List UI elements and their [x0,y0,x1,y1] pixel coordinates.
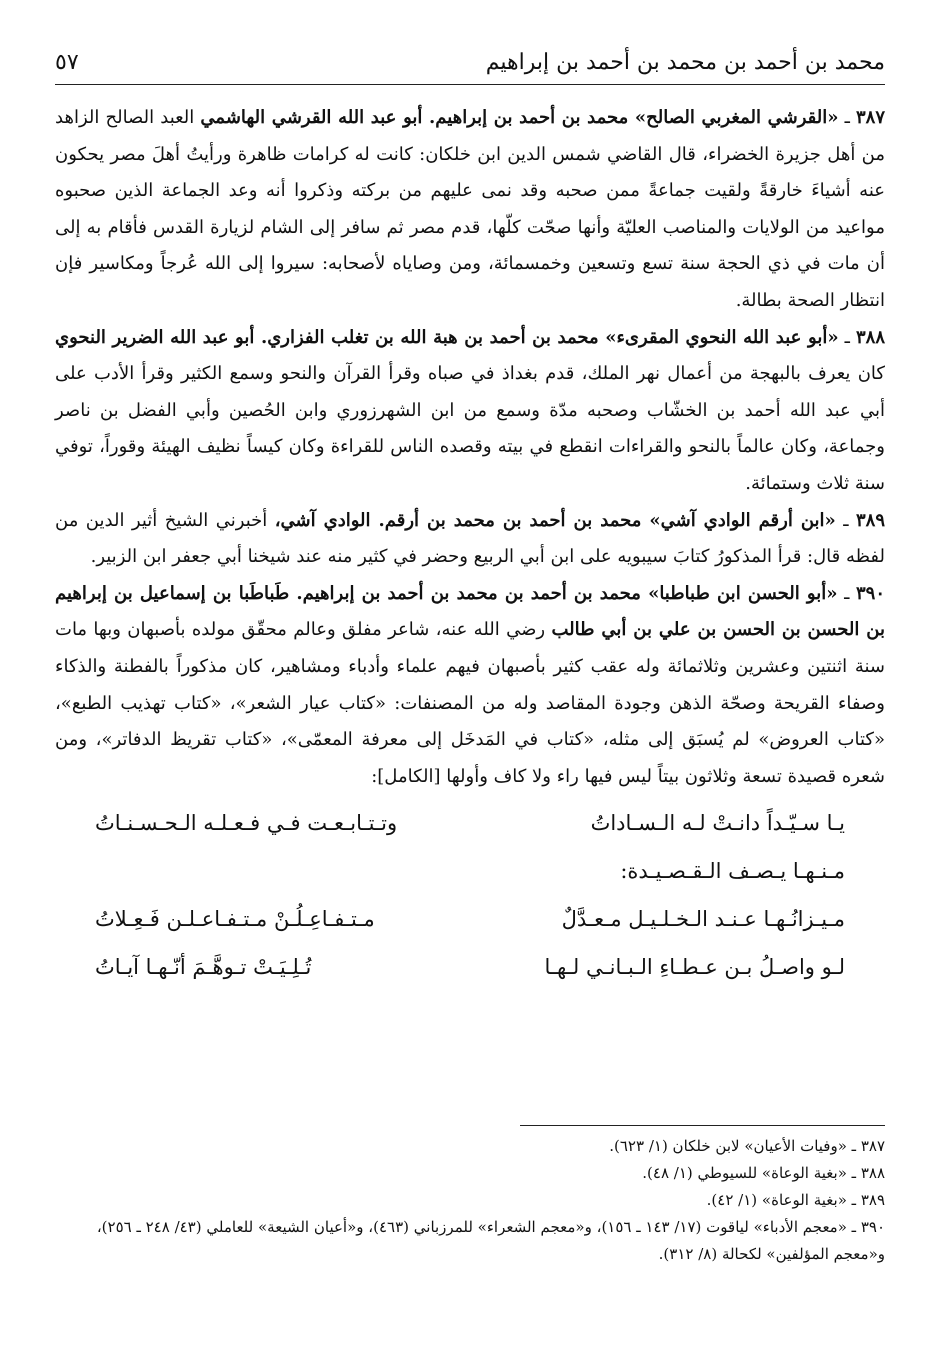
poem-hemistich: تُـلِـيَـتْ تـوهَّـمَ أنّـهـا آيـاتُ [95,955,312,980]
entry-dash: ـ [835,509,856,531]
entry-dash: ـ [838,326,856,348]
entry-number: ٣٨٨ [855,326,885,348]
footnote: ٣٩٠ ـ «معجم الأدباء» لياقوت (١٧/ ١٤٣ ـ ١٥٦)، و«معجم الشعراء» للمرزباني (٤٦٣)، و«أعيان الشيعة» للعاملي (٤٣/ ٢٤٨ ـ ٢٥٦)، و«معجم المؤلفين» لكحالة (٨/ ٣١٢). [96,1218,885,1263]
footnote: ٣٨٧ ـ «وفيات الأعيان» لابن خلكان (١/ ٦٢٣). [609,1137,885,1155]
entry-heading: «أبو الحسن ابن طباطبا» محمد بن أحمد بن محمد بن أحمد بن إبراهيم. طَباطَبا بن إسماعيل بن إبراهيم بن الحسن بن الحسن بن علي بن أبي طالب [55,582,885,641]
entry-number: ٣٨٧ [855,107,885,128]
entry-388 [55,320,885,503]
entry-389 [55,503,885,576]
poem-hemistich: وتـتـابـعـت فـي فـعـلـه الـحـسـنـاتُ [95,811,398,836]
footnote: ٣٨٨ ـ «بغية الوعاة» للسيوطي (١/ ٤٨). [642,1164,885,1182]
footnote: ٣٨٩ ـ «بغية الوعاة» (١/ ٤٢). [706,1191,885,1209]
entry-390 [55,576,885,796]
footnote-divider [520,1125,885,1126]
entry-387 [55,100,885,320]
page-number: ٥٧ [55,49,79,75]
main-text [55,100,885,991]
entry-dash: ـ [838,107,856,128]
entry-heading: «القرشي المغربي الصالح» محمد بن أحمد بن إبراهيم. أبو عبد الله القرشي الهاشمي [200,107,839,128]
entry-text: أخبرني الشيخ أثير الدين من لفظه قال: قرأ المذكورُ كتابَ سيبويه على ابن أبي الربيع وحضر في كثير منه عند شيخنا أبي جعفر ابن الزبير. [55,509,885,568]
poem [55,799,885,991]
poem-hemistich: مـتـفـاعِـلُـنْ مـتـفـاعـلـن فَـعِـلاتُ [95,907,375,932]
running-header [55,40,885,85]
poem-hemistich [55,847,440,895]
entry-dash: ـ [837,582,856,604]
entry-text: العبد الصالح الزاهد من أهل جزيرة الخضراء، قال القاضي شمس الدين ابن خلكان: كانت له كرامات ظاهرة ورأيتُ أهلَ مصر يحكون عنه أشياءَ خارقةً ولقيت جماعةً ممن صحبه وقد نمى عليهم من بركته وذكروا أنه وعد الجماعة الذين صحبوه مواعيد من الولايات والمناصب العليّة وأنها صحّت كلّها، قدم مصر ثم سافر إلى الشام لزيارة القدس فأقام به إلى أن مات في ذي الحجة سنة تسع وتسعين وخمسمائة، ومن وصاياه لأصحابه: سيروا إلى الله عُرجاً ومكاسير فإن انتظار الصحة بطالة. [55,107,885,311]
poem-hemistich: لـو واصـلُ بـن عـطـاءِ الـبـانـي لـهـا [544,955,845,980]
poem-hemistich: مـيـزانُـهـا عـنـد الـخـلـيـل مـعـدَّلٌ [561,907,845,932]
entry-text: رضي الله عنه، شاعر مفلق وعالم محقّق مولده بأصبهان وبها مات سنة اثنتين وعشرين وثلاثمائة وله عقب كثير بأصبهان فيهم علماء وأدباء ومشاهير، كان مذكوراً بالفطنة والذكاء وصفاء القريحة وصحّة الذهن وجودة المقاصد وله من المصنفات: «كتاب عيار الشعر»، «كتاب تهذيب الطبع»، «كتاب العروض» لم يُسبَق إلى مثله، «كتاب في المَدخَل إلى معرفة المعمّى»، «كتاب تقريظ الدفاتر»، ومن شعره قصيدة تسعة وثلاثون بيتاً ليس فيها راء ولا كاف وأولها [الكامل]: [55,619,885,787]
entry-text: كان يعرف بالبهجة من أعمال نهر الملك، قدم بغداذ في صباه وقرأ القرآن والنحو وسمع الكثير وقرأ الأدب على أبي عبد الله أحمد بن الخشّاب وصحبه مدّة وسمع من ابن الشهرزوري وابن الحُصين وأبي الفضل بن ناصر وجماعة، وكان عالماً بالنحو والقراءات انقطع في بيته وقصده الناس للقراءة وكان كيساً نظيف الهيئة وقوراً، توفي سنة ثلاث وستمائة. [55,363,885,494]
poem-hemistich: مـنـهـا يـصـف الـقـصـيـدة: [620,859,845,884]
entry-heading: «أبو عبد الله النحوي المقرىء» محمد بن أحمد بن هبة الله بن تغلب الفزاري. أبو عبد الله الضرير النحوي [55,326,839,348]
poem-hemistich: يـا سـيّـداً دانـتْ لـه الـسـاداتُ [590,811,845,836]
footnotes [55,1133,885,1268]
entry-heading: «ابن أرقم الوادي آشي» محمد بن أحمد بن محمد بن أرقم. الوادي آشي، [274,509,836,531]
running-title: محمد بن أحمد بن محمد بن أحمد بن إبراهيم [485,49,885,75]
entry-number: ٣٨٩ [856,509,886,531]
entry-number: ٣٩٠ [856,582,886,604]
